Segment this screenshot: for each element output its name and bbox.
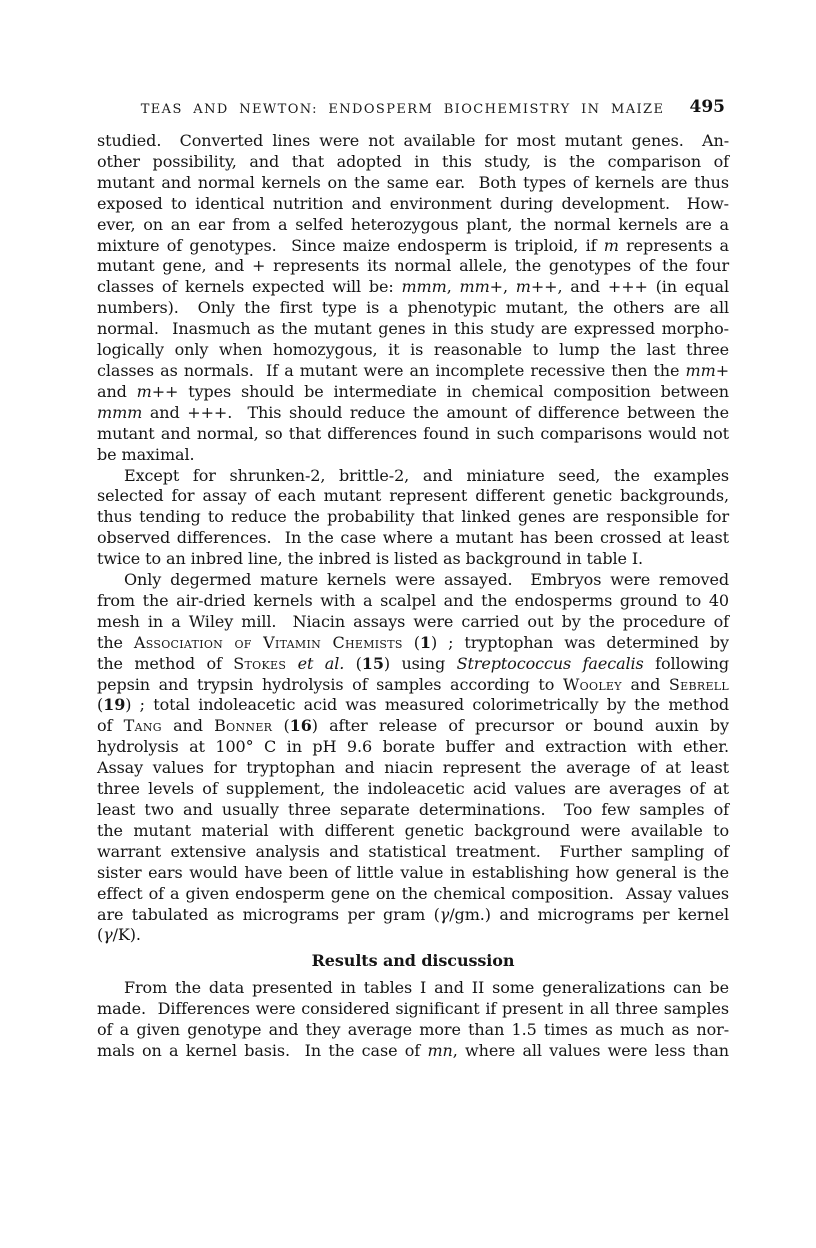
text-segment: 1 xyxy=(419,632,431,652)
text-segment: mmm xyxy=(401,277,447,297)
text-segment: et al. xyxy=(297,653,345,673)
text-line: are tabulated as micrograms per gram (γ/gm.) and micrograms per kernel xyxy=(97,904,730,924)
text-line: mesh in a Wiley mill. Niacin assays were carried out by the procedure of xyxy=(97,611,729,631)
text-line: the Association of Vitamin Chemists (1) ; tryptophan was determined by xyxy=(97,632,729,652)
text-line: warrant extensive analysis and statistical treatment. Further sampling of xyxy=(97,841,729,861)
text-segment: 19 xyxy=(103,695,126,715)
paragraph xyxy=(97,466,729,571)
text-line: thus tending to reduce the probability that linked genes are responsible for xyxy=(97,507,729,527)
text-segment: Bonner xyxy=(214,716,273,736)
text-line: (γ/K). xyxy=(97,925,141,945)
text-line: hydrolysis at 100° C in pH 9.6 borate buffer and extraction with ether. xyxy=(97,737,729,757)
text-segment: Wooley xyxy=(562,674,622,694)
text-line: pepsin and trypsin hydrolysis of samples according to Wooley and Sebrell xyxy=(97,674,729,694)
text-line: sister ears would have been of little value in establishing how general is the xyxy=(97,862,729,882)
text-line: Except for shrunken-2, brittle-2, and miniature seed, the examples xyxy=(124,465,729,485)
paragraph xyxy=(97,570,729,946)
text-line: Only degermed mature kernels were assayed. Embryos were removed xyxy=(124,570,729,590)
text-line: mals on a kernel basis. In the case of mn, where all values were less than xyxy=(97,1040,729,1060)
text-line: of a given genotype and they average more than 1.5 times as much as nor- xyxy=(97,1020,729,1040)
text-segment: Association of Vitamin Chemists xyxy=(133,632,403,652)
text-segment: m xyxy=(515,277,531,297)
text-segment: mn xyxy=(427,1040,453,1060)
text-segment: Sebrell xyxy=(668,674,729,694)
section-heading: Results and discussion xyxy=(311,951,515,971)
text-line: made. Differences were considered significant if present in all three samples xyxy=(97,999,729,1019)
running-title: TEAS AND NEWTON: ENDOSPERM BIOCHEMISTRY IN MAIZE xyxy=(140,102,665,117)
text-segment: m xyxy=(136,381,152,401)
text-line: the mutant material with different genetic background were available to xyxy=(97,820,729,840)
text-line: mixture of genotypes. Since maize endosperm is triploid, if m represents a xyxy=(97,235,729,255)
text-line: and m++ types should be intermediate in chemical composition between xyxy=(97,381,729,401)
text-segment: mmm xyxy=(97,402,143,422)
text-line: ever, on an ear from a selfed heterozygous plant, the normal kernels are a xyxy=(97,214,729,234)
text-line: selected for assay of each mutant represent different genetic backgrounds, xyxy=(97,486,729,506)
text-line: exposed to identical nutrition and environment during development. How- xyxy=(97,193,729,213)
text-line: studied. Converted lines were not available for most mutant genes. An- xyxy=(97,131,729,150)
text-line: of Tang and Bonner (16) after release of precursor or bound auxin by xyxy=(97,716,729,736)
text-line: observed differences. In the case where a mutant has been crossed at least xyxy=(97,528,729,548)
text-line: mutant and normal, so that differences found in such comparisons would not xyxy=(97,423,729,443)
text-segment: Streptococcus faecalis xyxy=(456,653,644,673)
text-segment: Tang xyxy=(123,716,162,736)
text-line: logically only when homozygous, it is reasonable to lump the last three xyxy=(97,340,729,360)
running-header xyxy=(97,97,729,122)
text-segment: γ xyxy=(103,925,113,945)
text-line: from the air-dried kernels with a scalpel and the endosperms ground to 40 xyxy=(97,590,729,610)
text-line: Assay values for tryptophan and niacin represent the average of at least xyxy=(97,758,729,778)
text-line: least two and usually three separate determinations. Too few samples of xyxy=(97,800,729,819)
text-segment: m xyxy=(603,235,619,255)
text-segment: mm xyxy=(459,277,490,297)
text-line: be maximal. xyxy=(97,444,195,464)
text-segment: γ xyxy=(439,904,450,924)
text-line: mutant and normal kernels on the same ear. Both types of kernels are thus xyxy=(97,172,729,192)
text-line: normal. Inasmuch as the mutant genes in this study are expressed morpho- xyxy=(97,319,729,339)
text-line: the method of Stokes et al. (15) using Streptococcus faecalis following xyxy=(97,653,729,673)
text-line: three levels of supplement, the indoleacetic acid values are averages of at xyxy=(97,779,729,799)
text-line: other possibility, and that adopted in this study, is the comparison of xyxy=(97,151,729,171)
text-line: mmm and +++. This should reduce the amount of difference between the xyxy=(97,402,729,422)
text-segment: mm xyxy=(685,360,716,380)
text-line: classes as normals. If a mutant were an incomplete recessive then the mm+ xyxy=(97,360,729,380)
text-segment: Stokes xyxy=(233,653,287,673)
page-number: 495 xyxy=(689,97,725,117)
text-line: numbers). Only the first type is a phenotypic mutant, the others are all xyxy=(97,298,729,318)
text-segment: 15 xyxy=(361,653,384,673)
text-line: twice to an inbred line, the inbred is listed as background in table I. xyxy=(97,549,644,569)
text-line: mutant gene, and + represents its normal allele, the genotypes of the four xyxy=(97,256,729,276)
text-line: (19) ; total indoleacetic acid was measured colorimetrically by the method xyxy=(97,695,729,715)
text-line: classes of kernels expected will be: mmm, mm+, m++, and +++ (in equal xyxy=(97,277,729,297)
text-line: From the data presented in tables I and II some generalizations can be xyxy=(124,978,729,998)
paragraph xyxy=(97,978,729,1062)
text-line: effect of a given endosperm gene on the chemical composition. Assay values xyxy=(97,883,729,903)
text-segment: 16 xyxy=(289,716,312,736)
paragraph xyxy=(97,131,729,466)
text-column xyxy=(97,131,729,1062)
